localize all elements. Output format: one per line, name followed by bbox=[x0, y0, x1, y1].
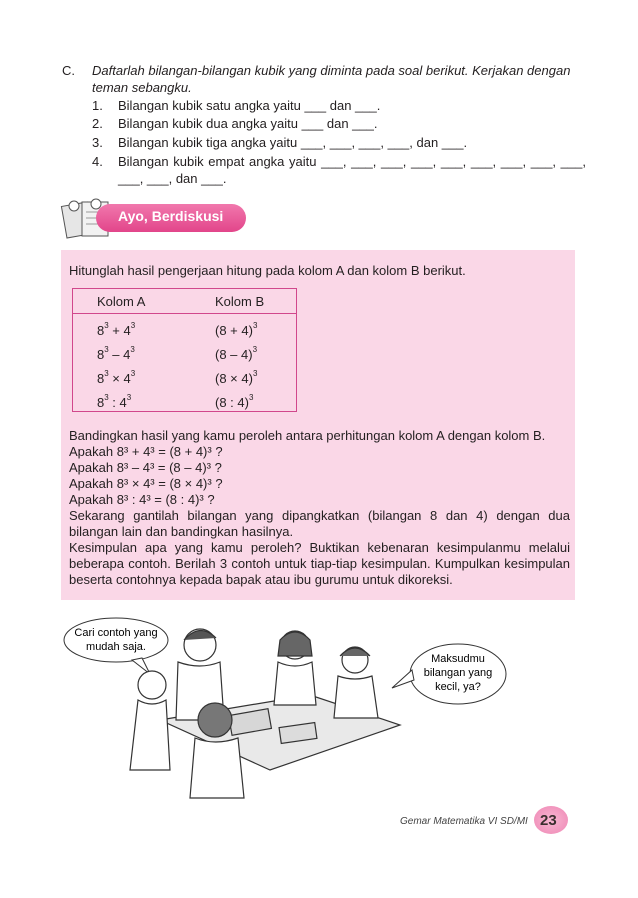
item-text: Bilangan kubik satu angka yaitu ___ dan ___. bbox=[118, 98, 381, 113]
column-a-cell: $8^3 \times 4^3$ bbox=[97, 369, 136, 386]
paragraph-conclusion: Kesimpulan apa yang kamu peroleh? Buktikan kebenaran kesimpulanmu melalui beberapa contoh. Berilah 3 contoh untuk tiap-tiap kesimpulan. Kumpulkan kesimpulan beserta contohnya kepada bapak atau ibu gurumu untuk dikoreksi. bbox=[69, 540, 570, 587]
item-number: 4. bbox=[92, 154, 103, 169]
bubble-left-line: Cari contoh yang bbox=[74, 627, 158, 639]
section-c-instruction: Daftarlah bilangan-bilangan kubik yang diminta pada soal berikut. Kerjakan dengan teman sebangku. bbox=[92, 63, 571, 95]
item-number: 1. bbox=[92, 98, 103, 113]
question-3: Apakah 8³ × 4³ = (8 × 4)³ ? bbox=[69, 476, 223, 491]
discussion-banner bbox=[58, 196, 248, 242]
list-item bbox=[92, 153, 586, 187]
section-c-label: C. bbox=[62, 63, 75, 78]
column-b-cell: $(8 \times 4)^3$ bbox=[215, 369, 258, 386]
question-4: Apakah 8³ : 4³ = (8 : 4)³ ? bbox=[69, 492, 215, 507]
list-item bbox=[92, 97, 586, 114]
column-b-cell: (8 – 4)$^3$ bbox=[215, 345, 258, 362]
column-b-cell: $(8 + 4)^3$ bbox=[215, 321, 258, 338]
list-item bbox=[92, 134, 586, 151]
discussion-intro: Hitunglah hasil pengerjaan hitung pada kolom A dan kolom B berikut. bbox=[69, 263, 466, 278]
item-number: 2. bbox=[92, 116, 103, 131]
banner-title: Ayo, Berdiskusi bbox=[118, 208, 224, 224]
bubble-left-line: mudah saja. bbox=[86, 641, 146, 653]
page-number: 23 bbox=[540, 812, 557, 829]
bubble-right-line: kecil, ya? bbox=[435, 681, 481, 693]
item-text: Bilangan kubik dua angka yaitu ___ dan ___. bbox=[118, 116, 378, 131]
item-text: Bilangan kubik empat angka yaitu ___, ___, ___, ___, ___, ___, ___, ___, ___, ___, ___, dan ___. bbox=[118, 154, 586, 186]
discussion-text bbox=[69, 428, 570, 588]
paragraph-replace-numbers: Sekarang gantilah bilangan yang dipangkatkan (bilangan 8 dan 4) dengan dua bilangan lain dan bandingkan hasilnya. bbox=[69, 508, 570, 539]
bubble-right-line: bilangan yang bbox=[423, 667, 493, 679]
column-b-header: Kolom B bbox=[215, 294, 265, 309]
compare-instruction: Bandingkan hasil yang kamu peroleh antara perhitungan kolom A dengan kolom B. bbox=[69, 428, 546, 443]
list-item bbox=[92, 115, 586, 132]
column-a-cell: $8^3 - 4^3$ bbox=[97, 345, 135, 362]
column-a-header: Kolom A bbox=[97, 294, 146, 309]
book-title-footer: Gemar Matematika VI SD/MI bbox=[400, 816, 528, 827]
item-text: Bilangan kubik tiga angka yaitu ___, ___, ___, ___, dan ___. bbox=[118, 135, 468, 150]
table-header-divider bbox=[72, 313, 297, 314]
item-number: 3. bbox=[92, 135, 103, 150]
question-1: Apakah 8³ + 4³ = (8 + 4)³ ? bbox=[69, 444, 223, 459]
question-2: Apakah 8³ – 4³ = (8 – 4)³ ? bbox=[69, 460, 222, 475]
bubble-right-line: Maksudmu bbox=[431, 653, 485, 665]
students-discussing-illustration bbox=[120, 600, 410, 800]
column-a-cell: $8^3$ : $4^3$ bbox=[97, 393, 132, 410]
column-a-cell: $8^3 + 4^3$ bbox=[97, 321, 136, 338]
column-b-cell: (8 : 4)$^3$ bbox=[215, 393, 254, 410]
